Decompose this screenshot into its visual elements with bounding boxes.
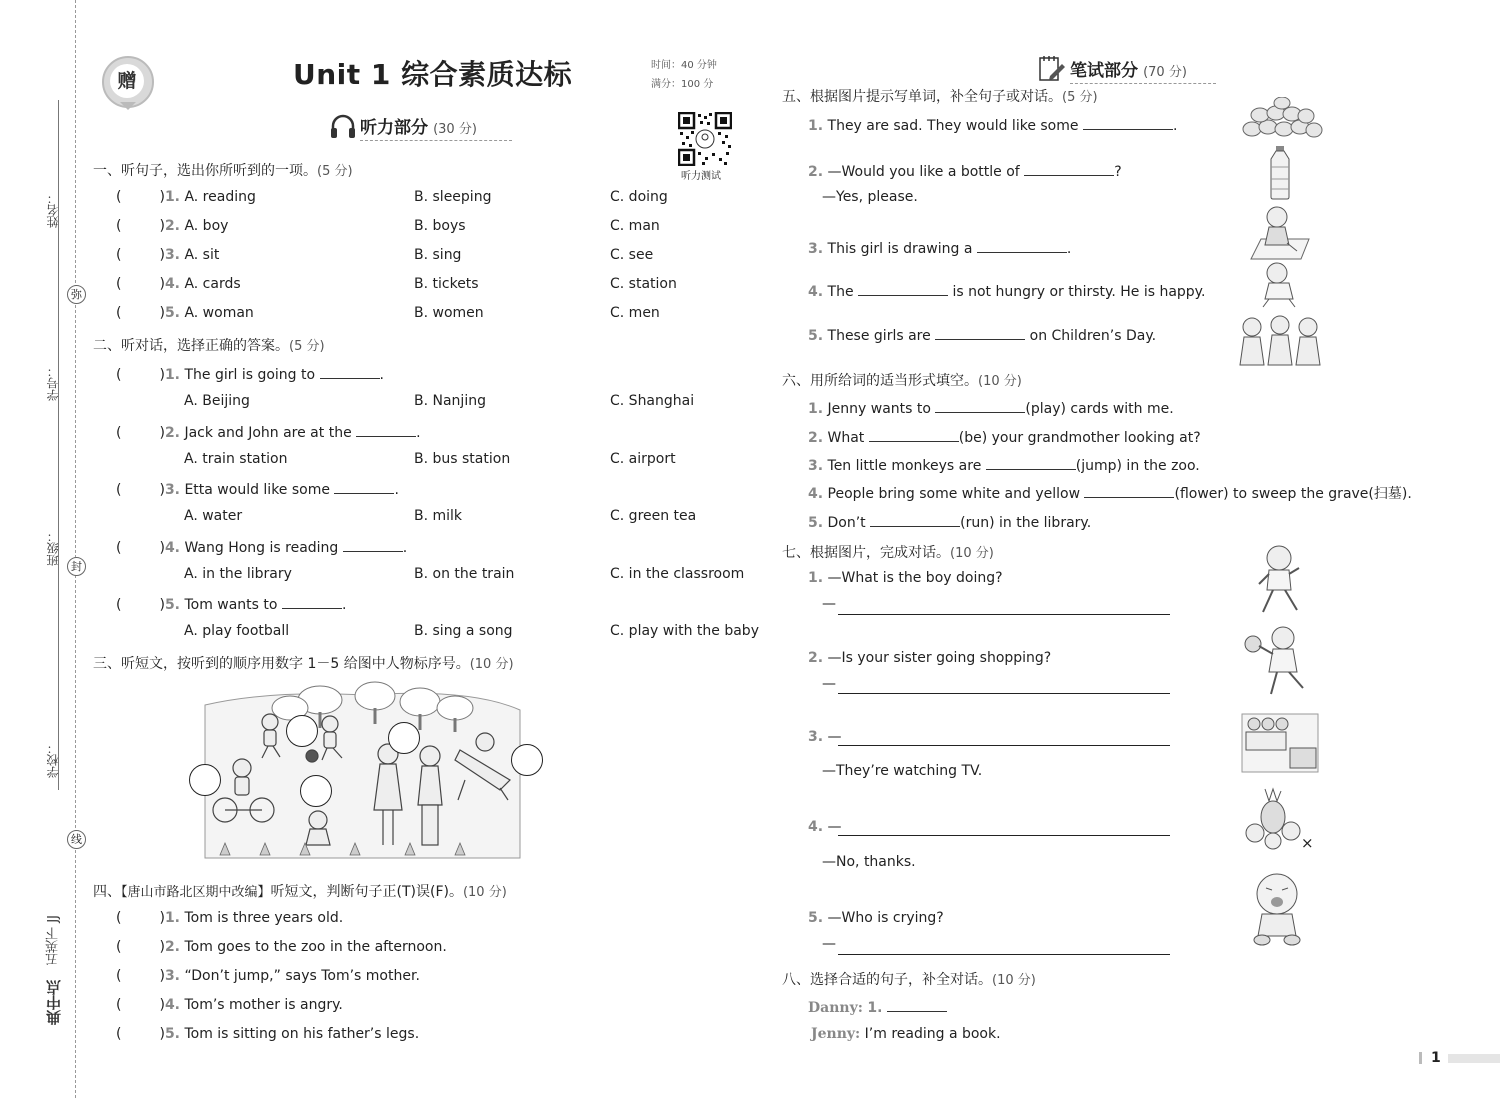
fill-blank[interactable] <box>869 427 959 442</box>
label-circle[interactable] <box>286 715 318 747</box>
s2-question: ( )2. Jack and John are at the . <box>116 422 421 441</box>
class-label: 班级： <box>46 530 60 566</box>
s2-question: ( )5. Tom wants to . <box>116 594 346 613</box>
page-number-bar <box>1448 1054 1500 1063</box>
s5-q2-reply: —Yes, please. <box>822 189 918 205</box>
fill-blank[interactable] <box>356 422 416 437</box>
s2-question: ( )4. Wang Hong is reading . <box>116 537 407 556</box>
s1-item: ( )3. A. sit <box>116 247 220 263</box>
s1-option-c: C. man <box>610 218 660 234</box>
s1-item: ( )2. A. boy <box>116 218 229 234</box>
dancing-girls-image <box>1238 315 1322 367</box>
time-limit: 时间：40 分钟 <box>651 60 717 71</box>
fill-blank[interactable] <box>320 364 380 379</box>
s2-option-a: A. play football <box>184 623 290 639</box>
page-number-mark <box>1419 1052 1422 1064</box>
s6-item: 5. Don’t (run) in the library. <box>808 512 1091 531</box>
answer-line[interactable] <box>838 614 1170 615</box>
writing-title-text: 笔试部分 <box>1070 61 1138 81</box>
s8-title: 八、选择合适的句子，补全对话。(10 分) <box>782 972 1036 988</box>
s6-item: 1. Jenny wants to (play) cards with me. <box>808 398 1174 417</box>
baby-crawling-image <box>1255 261 1303 309</box>
s2-option-c: C. play with the baby <box>610 623 759 639</box>
s4-item: ( )1. Tom is three years old. <box>116 910 344 926</box>
page-title: Unit 1 综合素质达标 <box>293 58 573 91</box>
s6-item: 2. What (be) your grandmother looking at? <box>808 427 1201 446</box>
fill-blank[interactable] <box>935 398 1025 413</box>
brand-logo: 典中点 <box>45 980 63 1025</box>
s1-title: 一、听句子，选出你所听到的一项。(5 分) <box>93 163 353 179</box>
answer-line[interactable] <box>838 954 1170 955</box>
seal-mi: 弥 <box>67 285 86 304</box>
gift-badge <box>102 56 154 108</box>
watching-tv-image <box>1240 712 1320 774</box>
label-circle[interactable] <box>511 744 543 776</box>
girl-drawing-image <box>1247 203 1311 261</box>
s1-option-c: C. station <box>610 276 677 292</box>
park-scene-illustration <box>190 680 540 868</box>
s3-title: 三、听短文，按听到的顺序用数字 1－5 给图中人物标序号。(10 分) <box>93 656 514 672</box>
candy-pile-image <box>1240 97 1324 143</box>
s7-q4-reply: —No, thanks. <box>822 854 916 870</box>
writing-title <box>1070 56 1216 84</box>
fill-blank[interactable] <box>887 997 947 1012</box>
s4-title: 四、【唐山市路北区期中改编】听短文，判断句子正(T)误(F)。(10 分) <box>93 884 507 900</box>
s8-jenny-line: Jenny: I’m reading a book. <box>811 1026 1001 1042</box>
full-score: 满分：100 分 <box>651 79 714 90</box>
name-label: 姓名： <box>46 192 60 228</box>
fill-blank[interactable] <box>343 537 403 552</box>
label-circle[interactable] <box>300 775 332 807</box>
s2-option-b: B. on the train <box>414 566 515 582</box>
s1-option-b: B. sleeping <box>414 189 492 205</box>
s2-option-a: A. train station <box>184 451 288 467</box>
label-circle[interactable] <box>388 722 420 754</box>
s2-option-a: A. Beijing <box>184 393 250 409</box>
s7-dash: — <box>822 596 836 612</box>
s1-item: ( )1. A. reading <box>116 189 256 205</box>
fill-blank[interactable] <box>870 512 960 527</box>
s1-option-b: B. tickets <box>414 276 479 292</box>
student-no-label: 学号： <box>46 365 60 401</box>
s7-q3-reply: —They’re watching TV. <box>822 763 983 779</box>
s1-option-c: C. doing <box>610 189 668 205</box>
listening-pts: (30 分) <box>433 122 477 137</box>
s7-q5: 5. —Who is crying? <box>808 910 944 926</box>
s7-q4: 4. — <box>808 819 842 835</box>
s2-title: 二、听对话，选择正确的答案。(5 分) <box>93 338 325 354</box>
label-circle[interactable] <box>189 764 221 796</box>
s5-title: 五、根据图片提示写单词，补全句子或对话。(5 分) <box>782 89 1098 105</box>
s7-dash: — <box>822 676 836 692</box>
s2-option-b: B. bus station <box>414 451 511 467</box>
baby-crying-image <box>1248 870 1306 946</box>
fill-blank[interactable] <box>1083 115 1173 130</box>
s1-option-b: B. sing <box>414 247 462 263</box>
s4-item: ( )3. “Don’t jump,” says Tom’s mother. <box>116 968 420 984</box>
s1-option-c: C. see <box>610 247 654 263</box>
fill-blank[interactable] <box>858 281 948 296</box>
s7-dash: — <box>822 936 836 952</box>
pencil-note-icon <box>1038 54 1066 82</box>
cross-mark-icon: × <box>1301 834 1314 852</box>
seal-feng: 封 <box>67 557 86 576</box>
s6-item: 3. Ten little monkeys are (jump) in the zoo. <box>808 455 1200 474</box>
speaker-jenny: Jenny: <box>811 1026 861 1042</box>
s1-item: ( )4. A. cards <box>116 276 241 292</box>
s5-q1: 1. They are sad. They would like some . <box>808 115 1177 134</box>
s7-q3: 3. — <box>808 729 842 745</box>
school-label: 学校： <box>46 742 60 778</box>
s1-item: ( )5. A. woman <box>116 305 254 321</box>
s7-title: 七、根据图片，完成对话。(10 分) <box>782 545 994 561</box>
s2-option-b: B. sing a song <box>414 623 513 639</box>
s7-q2: 2. —Is your sister going shopping? <box>808 650 1052 666</box>
fill-blank[interactable] <box>282 594 342 609</box>
qr-code[interactable] <box>678 112 732 166</box>
s1-option-b: B. women <box>414 305 484 321</box>
s2-option-c: C. Shanghai <box>610 393 695 409</box>
s2-question: ( )1. The girl is going to . <box>116 364 384 383</box>
s4-item: ( )2. Tom goes to the zoo in the afternoon. <box>116 939 447 955</box>
water-bottle-image <box>1265 145 1295 200</box>
answer-line[interactable] <box>838 835 1170 836</box>
s2-option-b: B. milk <box>414 508 463 524</box>
s7-q1: 1. —What is the boy doing? <box>808 570 1003 586</box>
s1-option-b: B. boys <box>414 218 466 234</box>
fill-blank[interactable] <box>1084 483 1174 498</box>
fill-blank[interactable] <box>334 479 394 494</box>
s2-option-a: A. in the library <box>184 566 292 582</box>
fill-blank[interactable] <box>935 325 1025 340</box>
s6-item: 4. People bring some white and yellow (flower) to sweep the grave(扫墓). <box>808 483 1412 503</box>
s2-option-a: A. water <box>184 508 243 524</box>
s5-q5: 5. These girls are on Children’s Day. <box>808 325 1156 344</box>
binding-dashed-line <box>75 0 76 1098</box>
s2-option-c: C. in the classroom <box>610 566 745 582</box>
answer-line[interactable] <box>838 693 1170 694</box>
listening-title <box>360 113 512 141</box>
listening-title-text: 听力部分 <box>360 118 428 138</box>
fill-blank[interactable] <box>977 238 1067 253</box>
gift-badge-inner: 赠 <box>110 64 144 98</box>
s5-q2: 2. —Would you like a bottle of ? <box>808 161 1122 180</box>
seal-xian: 线 <box>67 830 86 849</box>
girl-cheering-image <box>1243 624 1313 696</box>
book-code: 五英下 JJ <box>46 915 61 966</box>
fruit-basket-image <box>1243 785 1305 851</box>
fill-blank[interactable] <box>1024 161 1114 176</box>
s8-danny-line: Danny: 1. <box>808 997 947 1016</box>
s6-title: 六、用所给词的适当形式填空。(10 分) <box>782 373 1022 389</box>
s5-q4: 4. The is not hungry or thirsty. He is happy. <box>808 281 1205 300</box>
s2-question: ( )3. Etta would like some . <box>116 479 399 498</box>
fill-blank[interactable] <box>986 455 1076 470</box>
s2-option-b: B. Nanjing <box>414 393 486 409</box>
s5-q3: 3. This girl is drawing a . <box>808 238 1071 257</box>
page-number: 1 <box>1431 1050 1441 1066</box>
s4-item: ( )4. Tom’s mother is angry. <box>116 997 343 1013</box>
gift-badge-tail <box>120 102 136 110</box>
boy-running-image <box>1255 544 1305 616</box>
qr-caption: 听力测试 <box>681 171 721 182</box>
s2-option-c: C. green tea <box>610 508 697 524</box>
s2-option-c: C. airport <box>610 451 676 467</box>
s4-source: 【唐山市路北区期中改编】 <box>121 885 271 900</box>
speaker-danny: Danny: <box>808 1000 863 1016</box>
s1-option-c: C. men <box>610 305 660 321</box>
writing-pts: (70 分) <box>1143 65 1187 80</box>
headphone-icon <box>330 113 356 139</box>
answer-line[interactable] <box>838 745 1170 746</box>
s4-item: ( )5. Tom is sitting on his father’s legs. <box>116 1026 420 1042</box>
